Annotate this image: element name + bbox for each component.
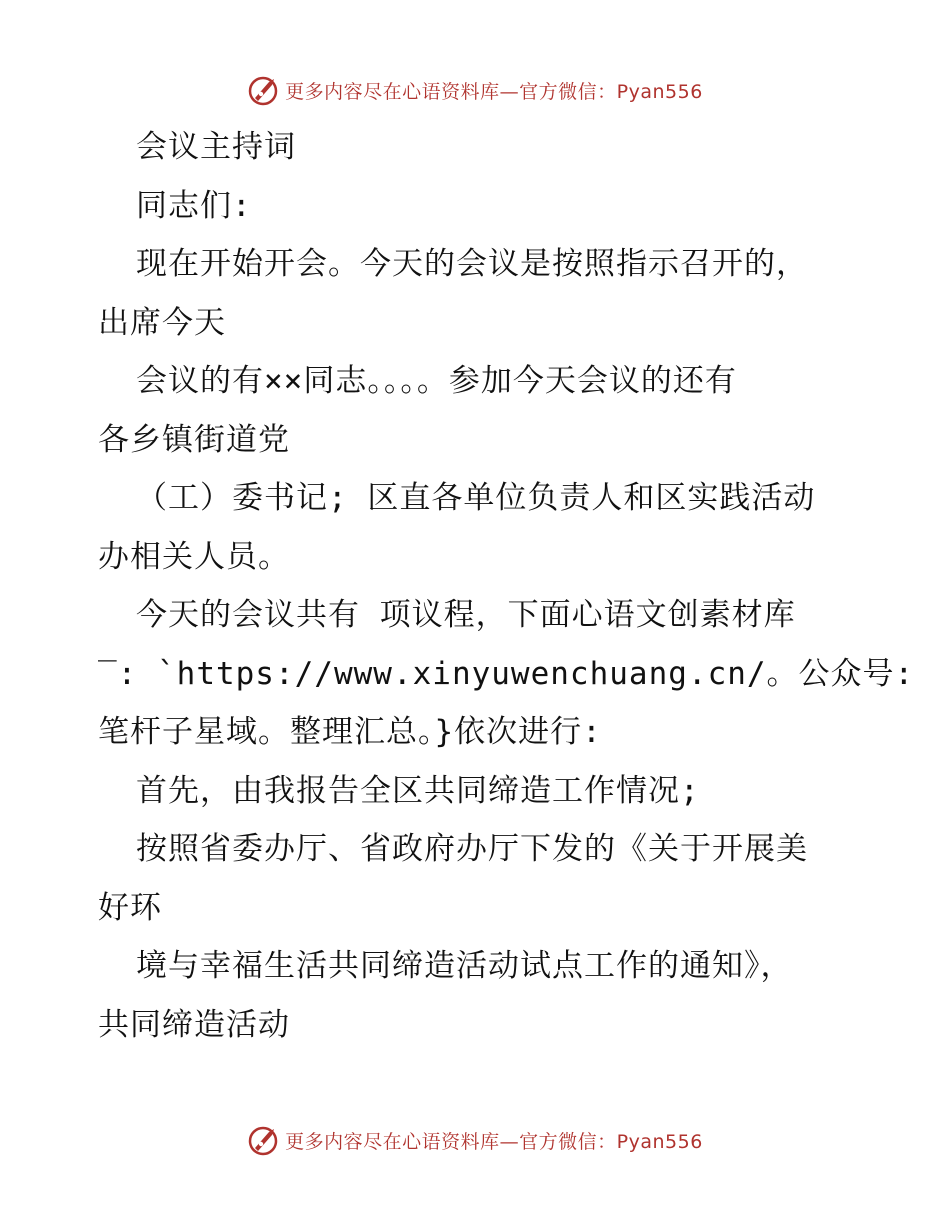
banner-prefix: 更多内容尽在心语资料库—官方微信： [285,1130,617,1153]
document-line: 今天的会议共有 项议程，下面心语文创素材库 [136,597,796,633]
document-body [98,118,915,1054]
document-line: 现在开始开会。今天的会议是按照指示召开的， [136,246,808,282]
pen-nib-logo-icon [247,73,281,107]
document-line: 会议主持词 [136,129,296,165]
banner-text [285,1127,703,1154]
banner-prefix: 更多内容尽在心语资料库—官方微信： [285,80,617,103]
document-line: 共同缔造活动 [98,1006,290,1043]
document-line: 会议的有××同志。。。。参加今天会议的还有 [136,363,737,399]
header-watermark-banner [0,70,950,110]
footer-watermark-banner [0,1120,950,1160]
document-line: （工）委书记; 区直各单位负责人和区实践活动 [136,480,816,516]
document-line: 笔杆子星域。整理汇总。}依次进行: [98,714,602,750]
banner-handle: Pyan556 [616,1130,703,1153]
document-line: 境与幸福生活共同缔造活动试点工作的通知》， [136,948,793,984]
document-line: 按照省委办厅、省政府办厅下发的《关于开展美 [136,831,808,867]
document-line: 首先，由我报告全区共同缔造工作情况; [136,772,700,809]
document-line: 办相关人员。 [98,538,290,575]
document-line: 出席今天 [98,304,226,341]
document-line: 各乡镇街道党 [98,421,290,458]
document-line: 同志们: [136,187,252,224]
banner-handle: Pyan556 [616,80,703,103]
document-line: 好环 [98,889,162,926]
document-line: ‾: `https://www.xinyuwenchuang.cn/。公众号: [98,655,915,692]
pen-nib-logo-icon [247,1123,281,1157]
banner-text [285,77,703,104]
